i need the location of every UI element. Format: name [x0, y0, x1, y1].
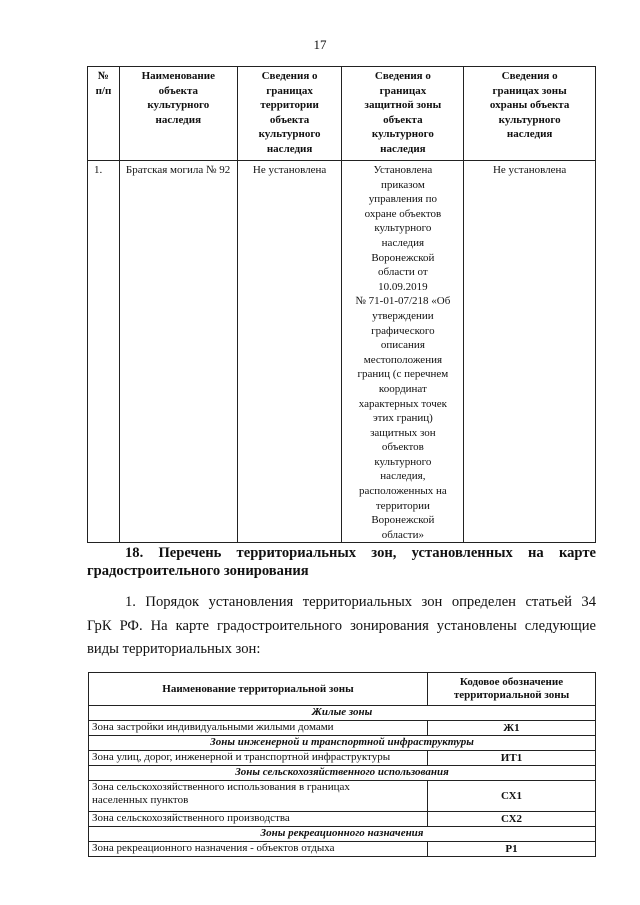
table-row: [89, 721, 596, 736]
group-row: [89, 766, 596, 781]
table-row: [88, 161, 596, 543]
zones-table: [88, 672, 596, 857]
paragraph-line3: виды территориальных зон:: [87, 641, 261, 658]
cell-protective-zone: Установлена приказом управления по охране объектов культурного наследия Воронежской области от 10.09.2019 № 71-01-07/218 «Об утверждении графического описания местоположения границ (с перечнем координат характерных точек этих границ) защитных зон объектов культурного наследия, расположенных на территории Воронежской области»: [342, 161, 464, 543]
zone-name: Зона застройки индивидуальными жилыми домами: [89, 721, 428, 736]
section-heading-line1: 18. Перечень территориальных зон, установленных на карте: [125, 545, 596, 561]
paragraph-line1: 1. Порядок установления территориальных зон определен статьей 34: [125, 594, 596, 610]
zone-code: СХ2: [428, 812, 596, 827]
col-header-territory: Сведения о границах территории объекта культурного наследия: [237, 67, 342, 161]
zone-code: Ж1: [428, 721, 596, 736]
col-header-zone-name: Наименование территориальной зоны: [89, 673, 428, 706]
table-row: [89, 812, 596, 827]
zone-name: Зона рекреационного назначения - объектов отдыха: [89, 842, 428, 857]
table-header-row: [89, 673, 596, 706]
col-header-security-zone: Сведения о границах зоны охраны объекта культурного наследия: [464, 67, 596, 161]
group-title: Жилые зоны: [89, 706, 596, 721]
group-title: Зоны сельскохозяйственного использования: [89, 766, 596, 781]
paragraph-line2: ГрК РФ. На карте градостроительного зонирования установлены следующие: [87, 617, 596, 634]
zone-code: ИТ1: [428, 751, 596, 766]
group-row: [89, 706, 596, 721]
group-row: [89, 827, 596, 842]
cell-number: 1.: [88, 161, 120, 543]
table-header-row: [88, 67, 596, 161]
table-row: [89, 751, 596, 766]
heritage-objects-table: [87, 66, 596, 543]
cell-object-name: Братская могила № 92: [119, 161, 237, 543]
cell-security-zone: Не установлена: [464, 161, 596, 543]
section-heading: [87, 544, 596, 580]
group-title: Зоны рекреационного назначения: [89, 827, 596, 842]
zone-name: Зона сельскохозяйственного использования в границах населенных пунктов: [89, 781, 428, 812]
zone-name: Зона сельскохозяйственного производства: [89, 812, 428, 827]
col-header-object-name: Наименование объекта культурного наследия: [119, 67, 237, 161]
section-paragraph: [87, 591, 596, 662]
table-row: [89, 842, 596, 857]
page-number: 17: [313, 37, 327, 52]
zone-name: Зона улиц, дорог, инженерной и транспортной инфраструктуры: [89, 751, 428, 766]
col-header-number: № п/п: [88, 67, 120, 161]
table-row: [89, 781, 596, 812]
col-header-zone-code: Кодовое обозначение территориальной зоны: [428, 673, 596, 706]
cell-territory: Не установлена: [237, 161, 342, 543]
zone-code: Р1: [428, 842, 596, 857]
section-heading-line2: градостроительного зонирования: [87, 563, 309, 579]
col-header-protective-zone: Сведения о границах защитной зоны объекта культурного наследия: [342, 67, 464, 161]
zone-code: СХ1: [428, 781, 596, 812]
group-title: Зоны инженерной и транспортной инфраструктуры: [89, 736, 596, 751]
group-row: [89, 736, 596, 751]
